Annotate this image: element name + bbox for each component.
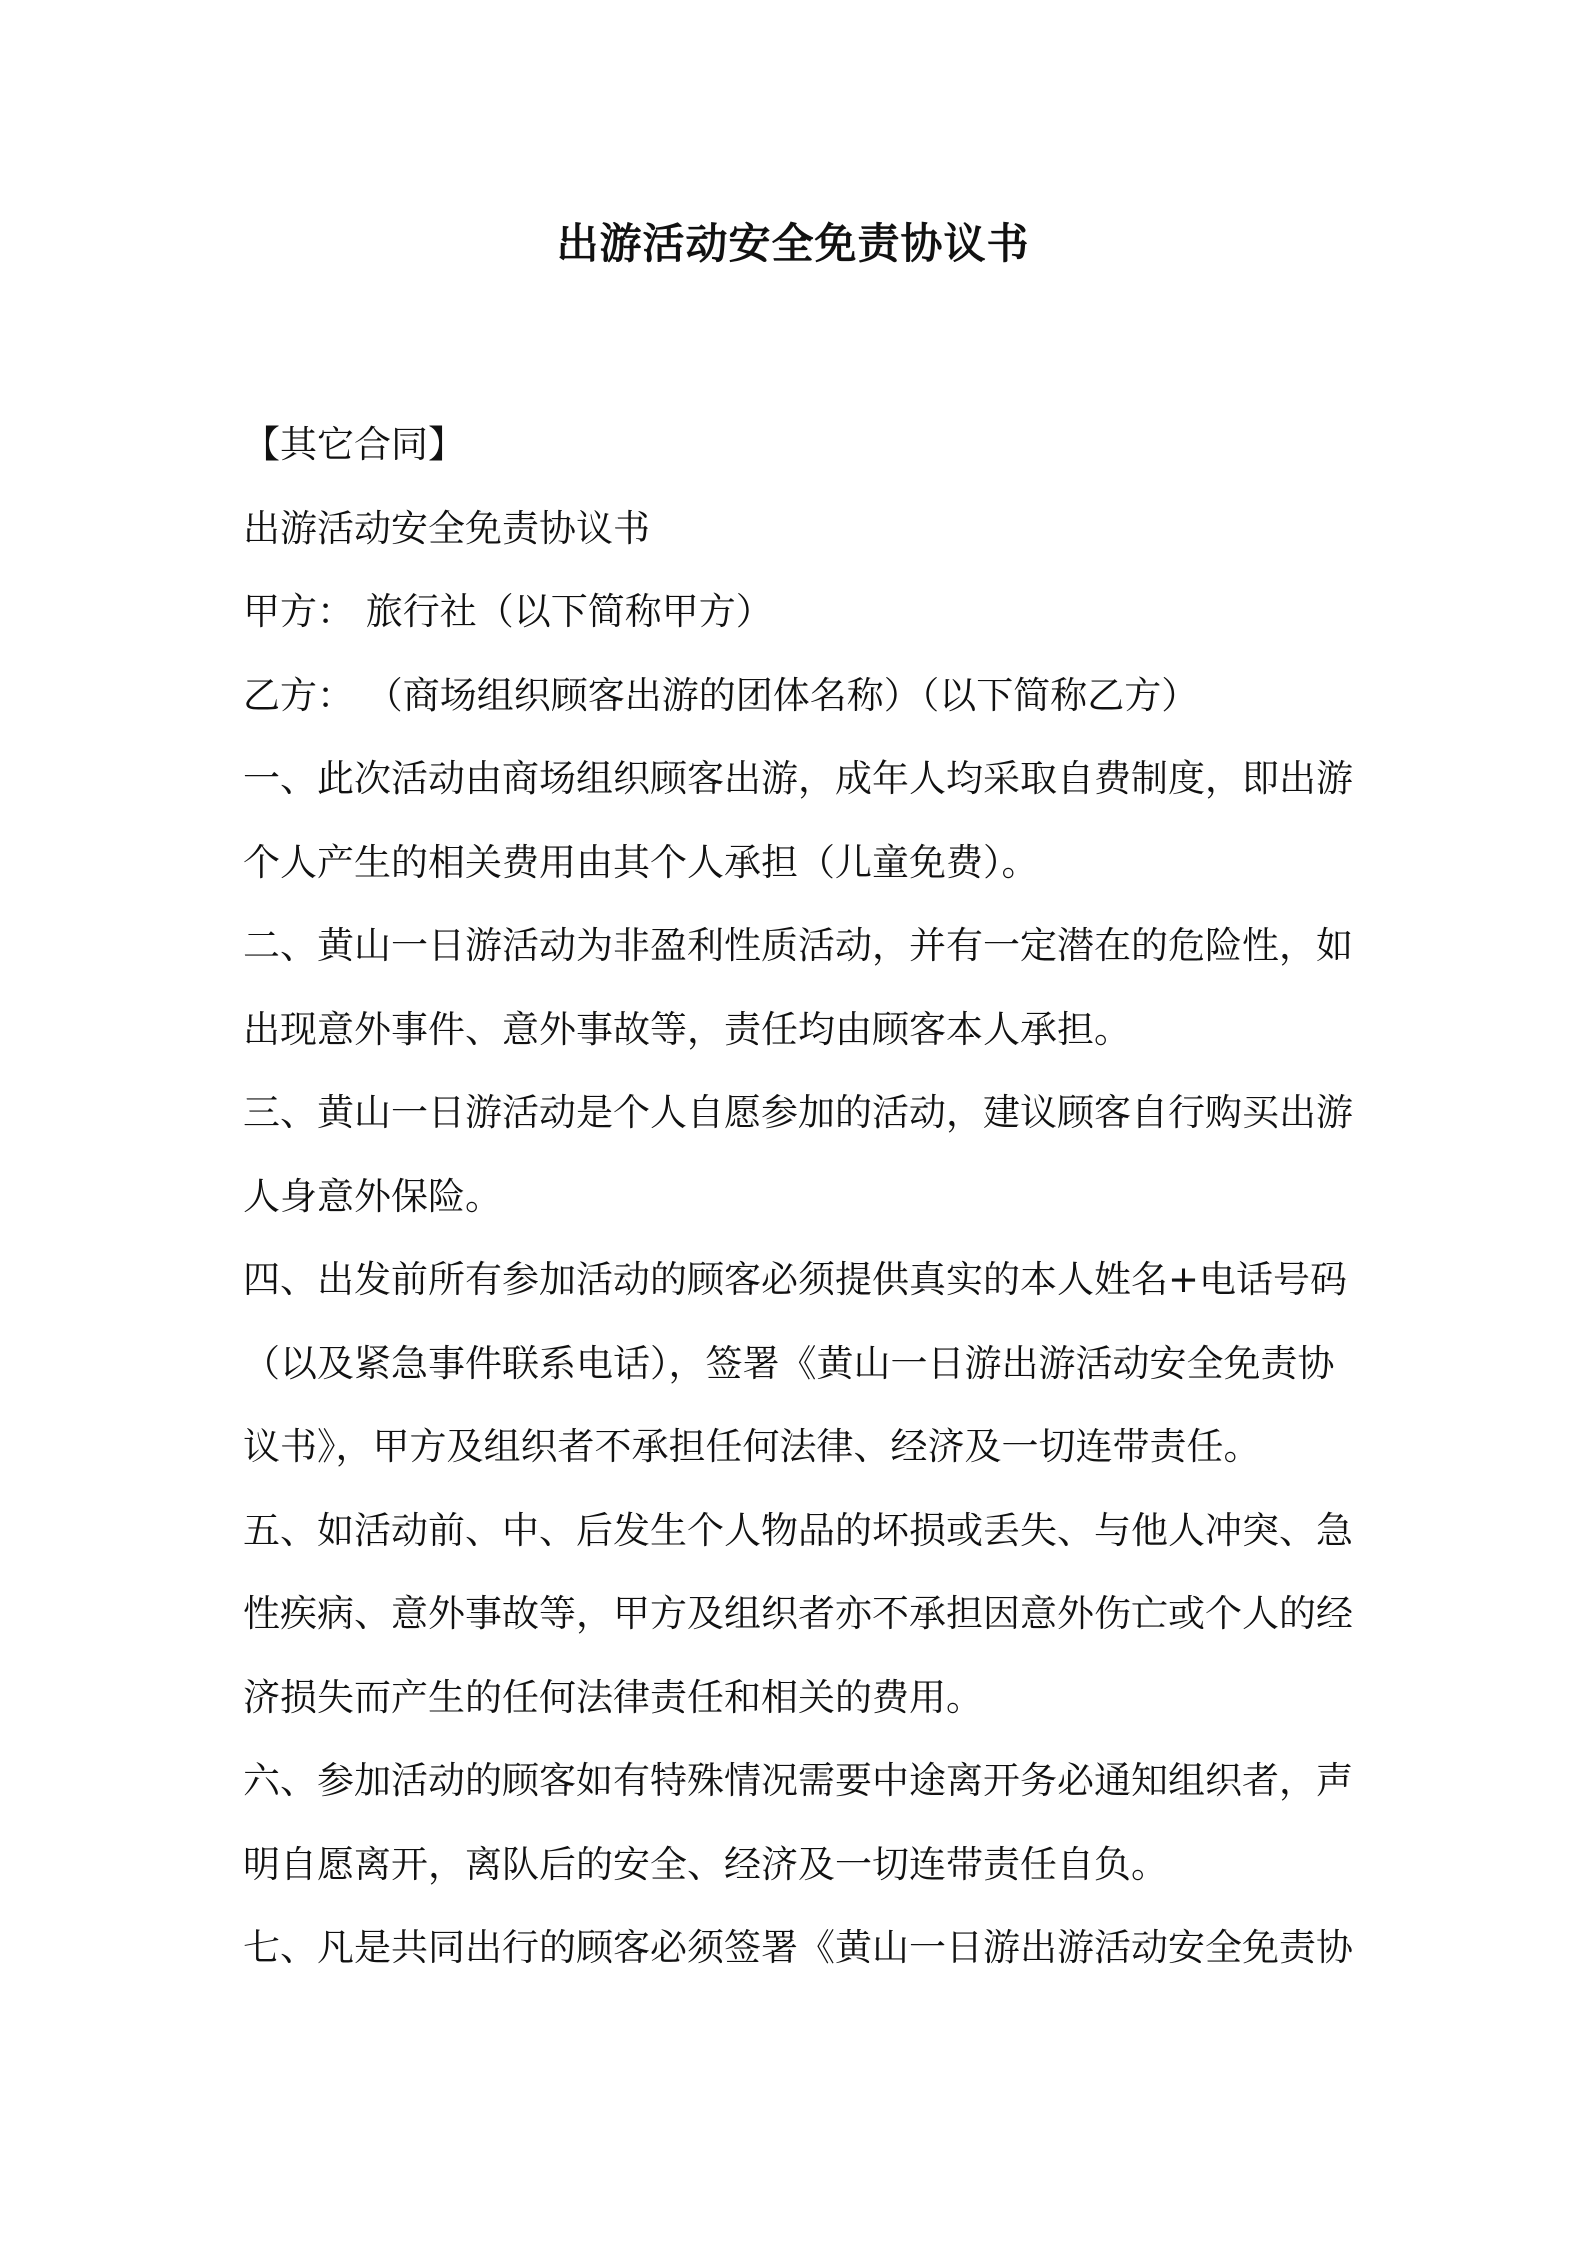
party-a: 甲方： 旅行社（以下简称甲方）: [243, 590, 773, 633]
clause-6-line-1: 六、参加活动的顾客如有特殊情况需要中途离开务必通知组织者，声: [243, 1759, 1353, 1802]
clause-4-line-3: 议书》，甲方及组织者不承担任何法律、经济及一切连带责任。: [243, 1425, 1261, 1468]
clause-7-line-1: 七、凡是共同出行的顾客必须签署《黄山一日游出游活动安全免责协: [243, 1926, 1353, 1969]
clause-2-line-1: 二、黄山一日游活动为非盈利性质活动，并有一定潜在的危险性，如: [243, 924, 1353, 967]
clause-5-line-1: 五、如活动前、中、后发生个人物品的坏损或丢失、与他人冲突、急: [243, 1508, 1353, 1552]
clause-5-line-3: 济损失而产生的任何法律责任和相关的费用。: [243, 1675, 983, 1719]
document-body: [243, 403, 1358, 1990]
clause-1-line-2: 个人产生的相关费用由其个人承担（儿童免费）。: [243, 840, 1039, 884]
section-tag: 【其它合同】: [243, 423, 465, 466]
clause-3-line-2: 人身意外保险。: [243, 1174, 502, 1218]
clause-6-line-2: 明自愿离开，离队后的安全、经济及一切连带责任自负。: [243, 1842, 1168, 1886]
agreement-name: 出游活动安全免责协议书: [243, 506, 650, 550]
clause-4-line-2: （以及紧急事件联系电话），签署《黄山一日游出游活动安全免责协: [243, 1341, 1335, 1385]
clause-3-line-1: 三、黄山一日游活动是个人自愿参加的活动，建议顾客自行购买出游: [243, 1091, 1353, 1134]
document-title: 出游活动安全免责协议书: [556, 219, 1030, 268]
clause-2-line-2: 出现意外事件、意外事故等，责任均由顾客本人承担。: [243, 1007, 1131, 1051]
party-b: 乙方： （商场组织顾客出游的团体名称）（以下简称乙方）: [243, 673, 1199, 717]
clause-4-line-1: 四、出发前所有参加活动的顾客必须提供真实的本人姓名+电话号码: [243, 1258, 1348, 1301]
clause-5-line-2: 性疾病、意外事故等，甲方及组织者亦不承担因意外伤亡或个人的经: [243, 1592, 1353, 1635]
clause-1-line-1: 一、此次活动由商场组织顾客出游，成年人均采取自费制度，即出游: [243, 757, 1353, 800]
